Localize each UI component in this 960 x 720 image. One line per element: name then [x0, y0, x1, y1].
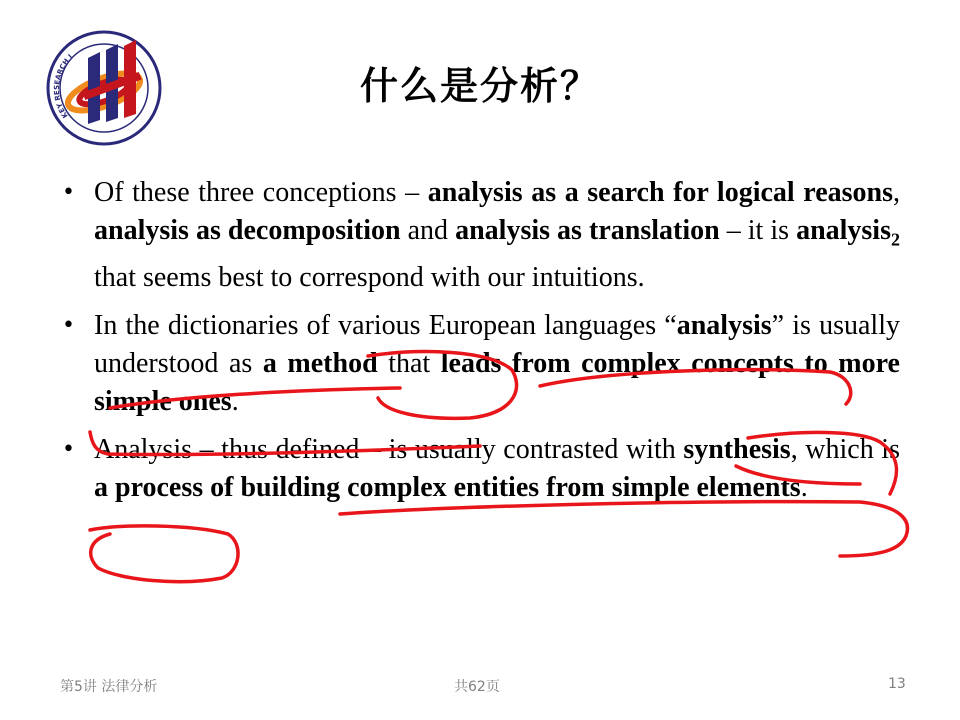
bullet-icon: •	[62, 180, 75, 205]
text-run: that	[377, 347, 441, 379]
bullet-item-3	[62, 431, 900, 507]
footer-page-number: 13	[888, 676, 906, 692]
bullet-item-1	[62, 174, 900, 297]
bold-text: analysis as decomposition	[94, 215, 401, 246]
logo-text: KEY RESEARCH I	[52, 52, 75, 120]
text-run: Of these three conceptions –	[94, 177, 428, 208]
bullet-icon: •	[62, 436, 75, 462]
bullet-text	[94, 307, 900, 421]
bullet-text	[94, 174, 900, 297]
text-run: .	[231, 385, 239, 417]
text-run: ,	[893, 177, 900, 208]
text-run: .	[800, 471, 808, 503]
text-run: , which is	[790, 433, 900, 465]
bold-text: a process of building complex entities from simple elements	[94, 471, 801, 503]
subscript-text: 2	[891, 229, 900, 250]
bold-text: synthesis	[683, 433, 791, 465]
bullet-list	[62, 174, 900, 517]
bullet-icon: •	[62, 312, 75, 338]
bold-text: leads from complex concepts to more simple ones	[94, 347, 900, 417]
text-run: and	[400, 215, 456, 246]
bold-text: analysis	[676, 309, 772, 341]
bold-text: analysis	[796, 215, 891, 246]
annotation-stroke	[90, 526, 238, 582]
bullet-text	[94, 431, 900, 507]
bold-text: a method	[262, 347, 378, 379]
text-run: Analysis – thus defined – is usually contrasted with	[94, 433, 684, 465]
text-run: – it is	[719, 215, 797, 246]
bold-text: analysis as a search for logical reasons	[427, 177, 893, 208]
bold-text: analysis as translation	[455, 215, 720, 246]
footer-lecture: 第5讲 法律分析	[60, 679, 158, 695]
bullet-item-2	[62, 307, 900, 421]
text-run: that seems best to correspond with our intuitions.	[94, 261, 645, 293]
slide-title: 什么是分析？	[359, 64, 600, 108]
text-run: ” is usually understood as	[94, 309, 900, 379]
footer-page-count: 共62页	[454, 679, 500, 695]
text-run: In the dictionaries of various European languages “	[94, 309, 677, 341]
